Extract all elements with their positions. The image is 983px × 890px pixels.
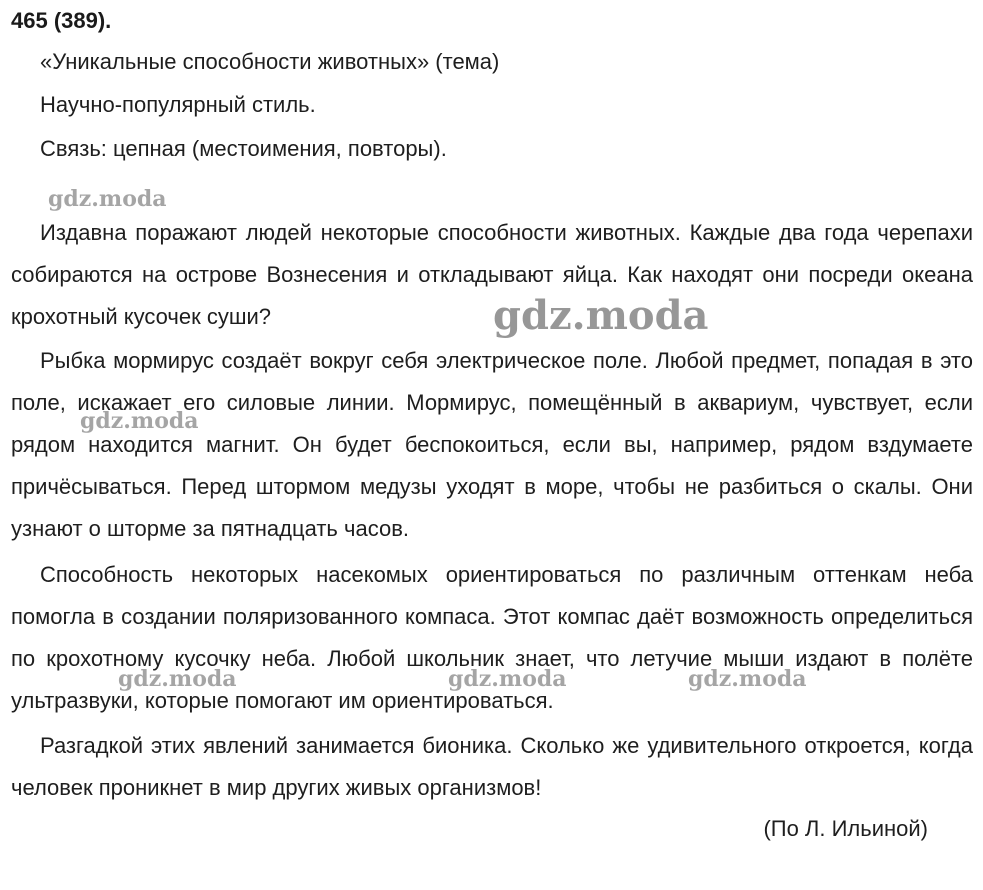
watermark: gdz.moda xyxy=(48,186,167,212)
style-line: Научно-популярный стиль. xyxy=(40,92,316,117)
paragraph-3: Способность некоторых насекомых ориентироваться по различным оттенкам неба помогла в создании поляризованного компаса. Этот компас даёт возможность определиться по крохотному кусочку неба. Любой школьник знает, что летучие мыши издают в полёте ультразвуки, которые помогают им ориентироваться. xyxy=(11,562,973,713)
watermark: gdz.moda xyxy=(80,408,199,434)
paragraph-4: Разгадкой этих явлений занимается бионика. Сколько же удивительного откроется, когда человек проникнет в мир других живых организмов! xyxy=(11,733,973,800)
watermark: gdz.moda xyxy=(118,666,237,692)
paragraph-1: Издавна поражают людей некоторые способности животных. Каждые два года черепахи собираются на острове Вознесения и откладывают яйца. Как находят они посреди океана крохотный кусочек суши? xyxy=(11,220,973,329)
watermark: gdz.moda xyxy=(448,666,567,692)
paragraph-2: Рыбка мормирус создаёт вокруг себя электрическое поле. Любой предмет, попадая в это поле, искажает его силовые линии. Мормирус, помещённый в аквариум, чувствует, если рядом находится магнит. Он будет беспокоиться, если вы, например, рядом вздумаете причёсываться. Перед штормом медузы уходят в море, чтобы не разбиться о скалы. Они узнают о шторме за пятнадцать часов. xyxy=(11,348,973,541)
connection-line: Связь: цепная (местоимения, повторы). xyxy=(40,136,447,161)
watermark: gdz.moda xyxy=(493,292,709,339)
exercise-number: 465 (389). xyxy=(11,8,112,33)
source-attribution: (По Л. Ильиной) xyxy=(763,816,928,841)
topic-line: «Уникальные способности животных» (тема) xyxy=(40,49,500,74)
watermark: gdz.moda xyxy=(688,666,807,692)
